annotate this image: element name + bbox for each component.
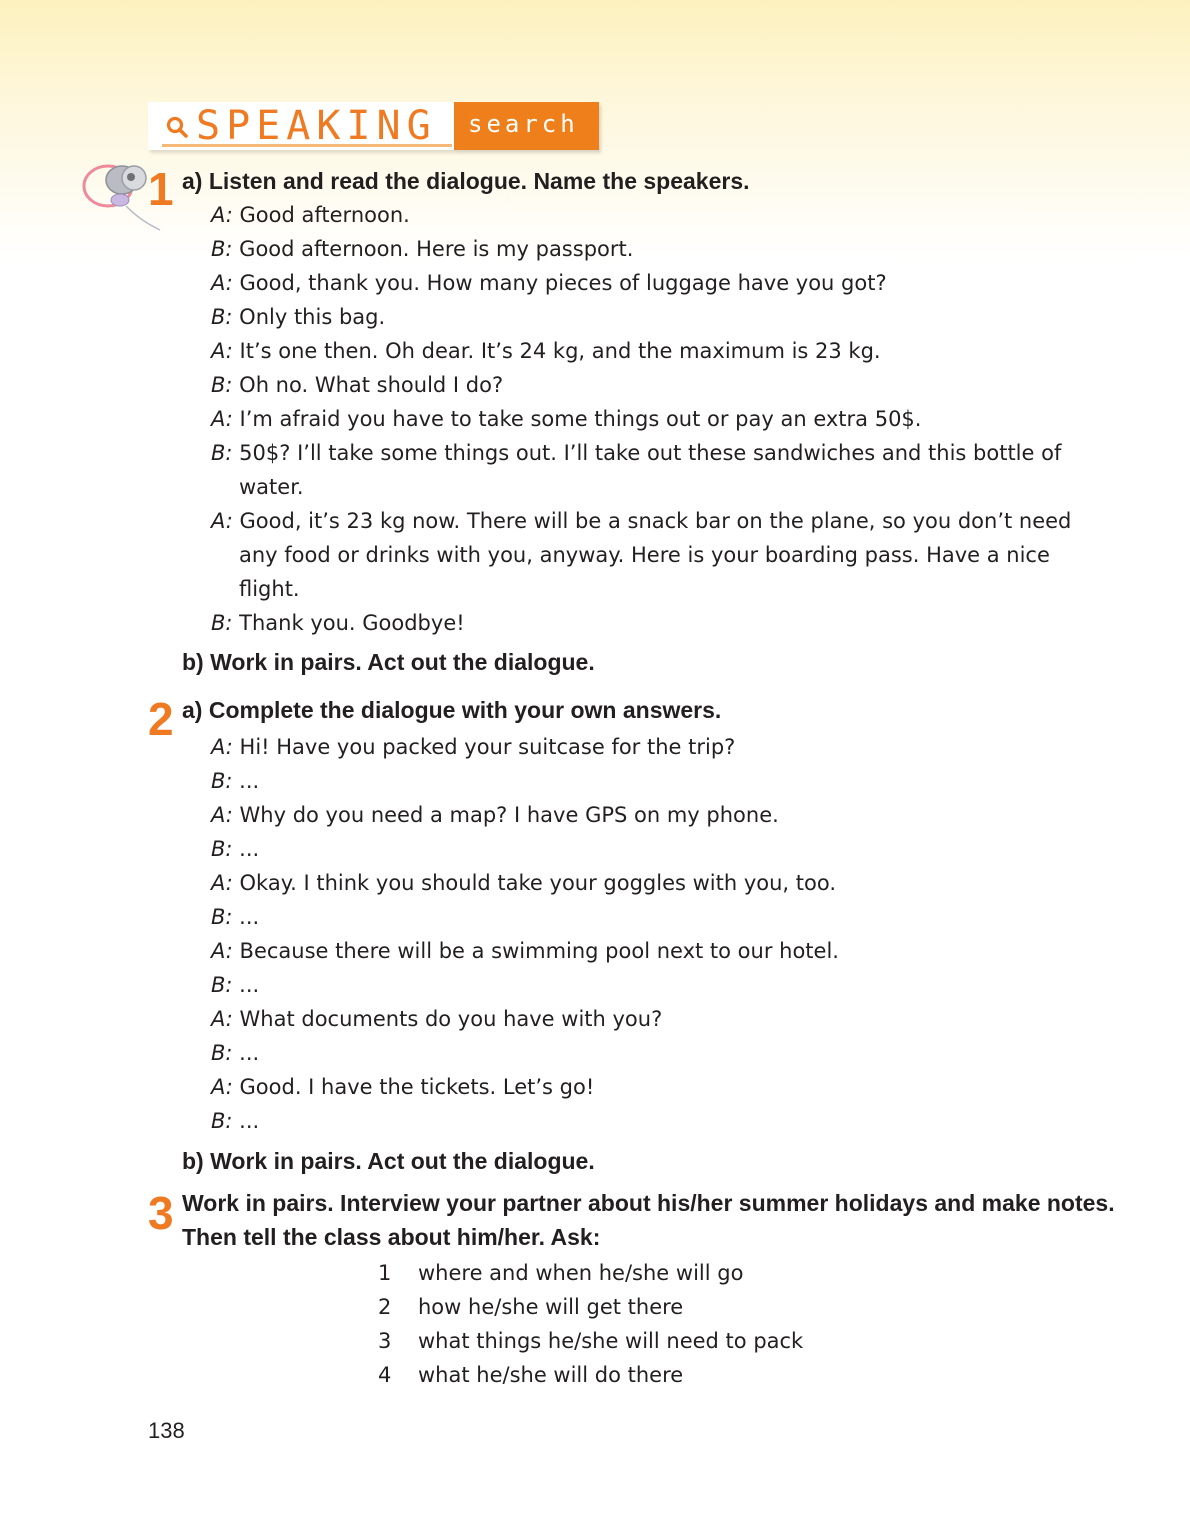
speaker-label: A: xyxy=(211,939,233,963)
speaker-label: B: xyxy=(211,305,233,329)
dialogue-line xyxy=(211,764,1131,798)
question-number: 4 xyxy=(378,1363,392,1387)
dialogue-line xyxy=(211,730,1131,764)
dialogue-line xyxy=(211,232,1131,266)
dialogue-text: ... xyxy=(239,1109,260,1133)
speaker-label: B: xyxy=(211,611,233,635)
dialogue-text: What documents do you have with you? xyxy=(239,1007,663,1031)
dialogue-line xyxy=(211,968,1131,1002)
exercise-number-2: 2 xyxy=(148,693,174,745)
speaker-label: B: xyxy=(211,373,233,397)
dialogue-line xyxy=(211,866,1131,900)
section-header xyxy=(148,102,608,152)
dialogue-line xyxy=(211,934,1131,968)
speaker-label: B: xyxy=(211,837,233,861)
dialogue-text: It’s one then. Oh dear. It’s 24 kg, and the maximum is 23 kg. xyxy=(239,339,881,363)
exercise-2b-instruction: b) Work in pairs. Act out the dialogue. xyxy=(182,1148,595,1174)
speaker-label: A: xyxy=(211,339,233,363)
speaker-label: A: xyxy=(211,871,233,895)
speaker-label: B: xyxy=(211,769,233,793)
question-text: where and when he/she will go xyxy=(418,1261,744,1285)
speaker-label: B: xyxy=(211,237,233,261)
section-title: SPEAKING xyxy=(196,103,437,149)
dialogue-line xyxy=(211,266,1131,300)
dialogue-text: ... xyxy=(239,905,260,929)
dialogue-text: Because there will be a swimming pool next to our hotel. xyxy=(239,939,839,963)
exercise-number-3: 3 xyxy=(148,1187,174,1239)
speaker-label: B: xyxy=(211,973,233,997)
speaker-label: B: xyxy=(211,441,233,465)
dialogue-line xyxy=(211,300,1131,334)
dialogue-text: ... xyxy=(239,973,260,997)
exercise-1a-instruction: a) Listen and read the dialogue. Name the speakers. xyxy=(182,168,750,194)
dialogue-line xyxy=(211,1070,1131,1104)
dialogue-line-continuation: flight. xyxy=(239,577,300,601)
dialogue-line xyxy=(211,504,1131,538)
dialogue-text: Good, thank you. How many pieces of luggage have you got? xyxy=(239,271,887,295)
exercise-number-1: 1 xyxy=(148,163,174,215)
dialogue-text: Okay. I think you should take your goggles with you, too. xyxy=(239,871,837,895)
speaker-label: A: xyxy=(211,735,233,759)
dialogue-line xyxy=(211,436,1131,470)
dialogue-text: Good. I have the tickets. Let’s go! xyxy=(239,1075,595,1099)
exercise-3-instruction-line1: Work in pairs. Interview your partner about his/her summer holidays and make notes. xyxy=(182,1190,1115,1216)
dialogue-line xyxy=(211,368,1131,402)
question-text: how he/she will get there xyxy=(418,1295,684,1319)
page-number: 138 xyxy=(148,1418,185,1443)
exercise-1b-instruction: b) Work in pairs. Act out the dialogue. xyxy=(182,649,595,675)
dialogue-line-continuation: water. xyxy=(239,475,304,499)
exercise-3-instruction-line2: Then tell the class about him/her. Ask: xyxy=(182,1224,601,1250)
dialogue-text: Hi! Have you packed your suitcase for the trip? xyxy=(239,735,736,759)
dialogue-text: Oh no. What should I do? xyxy=(239,373,504,397)
dialogue-text: Good afternoon. Here is my passport. xyxy=(239,237,634,261)
question-text: what he/she will do there xyxy=(418,1363,684,1387)
dialogue-line xyxy=(211,606,1131,640)
dialogue-text: ... xyxy=(239,769,260,793)
search-tag xyxy=(454,102,599,150)
dialogue-line xyxy=(211,1036,1131,1070)
dialogue-line xyxy=(211,334,1131,368)
exercise-2a-instruction: a) Complete the dialogue with your own answers. xyxy=(182,697,722,723)
question-text: what things he/she will need to pack xyxy=(418,1329,804,1353)
dialogue-line xyxy=(211,1002,1131,1036)
magnifier-icon xyxy=(166,116,188,138)
dialogue-text: 50$? I’ll take some things out. I’ll take out these sandwiches and this bottle of xyxy=(239,441,1062,465)
dialogue-line xyxy=(211,900,1131,934)
speaker-label: A: xyxy=(211,803,233,827)
dialogue-line xyxy=(211,798,1131,832)
speaker-label: B: xyxy=(211,905,233,929)
speaker-label: A: xyxy=(211,1007,233,1031)
speaker-label: A: xyxy=(211,509,233,533)
dialogue-line xyxy=(211,402,1131,436)
speaker-label: A: xyxy=(211,407,233,431)
dialogue-text: Why do you need a map? I have GPS on my phone. xyxy=(239,803,779,827)
speaker-label: A: xyxy=(211,203,233,227)
dialogue-text: Good, it’s 23 kg now. There will be a snack bar on the plane, so you don’t need xyxy=(239,509,1072,533)
question-number: 3 xyxy=(378,1329,392,1353)
dialogue-text: ... xyxy=(239,1041,260,1065)
question-number: 1 xyxy=(378,1261,392,1285)
dialogue-text: I’m afraid you have to take some things out or pay an extra 50$. xyxy=(239,407,922,431)
dialogue-text: Thank you. Goodbye! xyxy=(239,611,465,635)
dialogue-text: ... xyxy=(239,837,260,861)
speaker-label: A: xyxy=(211,271,233,295)
search-tag-label: search xyxy=(468,110,579,138)
dialogue-line xyxy=(211,832,1131,866)
dialogue-text: Only this bag. xyxy=(239,305,386,329)
speaker-label: B: xyxy=(211,1109,233,1133)
dialogue-line xyxy=(211,198,1131,232)
dialogue-line xyxy=(211,1104,1131,1138)
speaker-label: A: xyxy=(211,1075,233,1099)
question-number: 2 xyxy=(378,1295,392,1319)
dialogue-line-continuation: any food or drinks with you, anyway. Here is your boarding pass. Have a nice xyxy=(239,543,1050,567)
dialogue-text: Good afternoon. xyxy=(239,203,410,227)
speaker-label: B: xyxy=(211,1041,233,1065)
